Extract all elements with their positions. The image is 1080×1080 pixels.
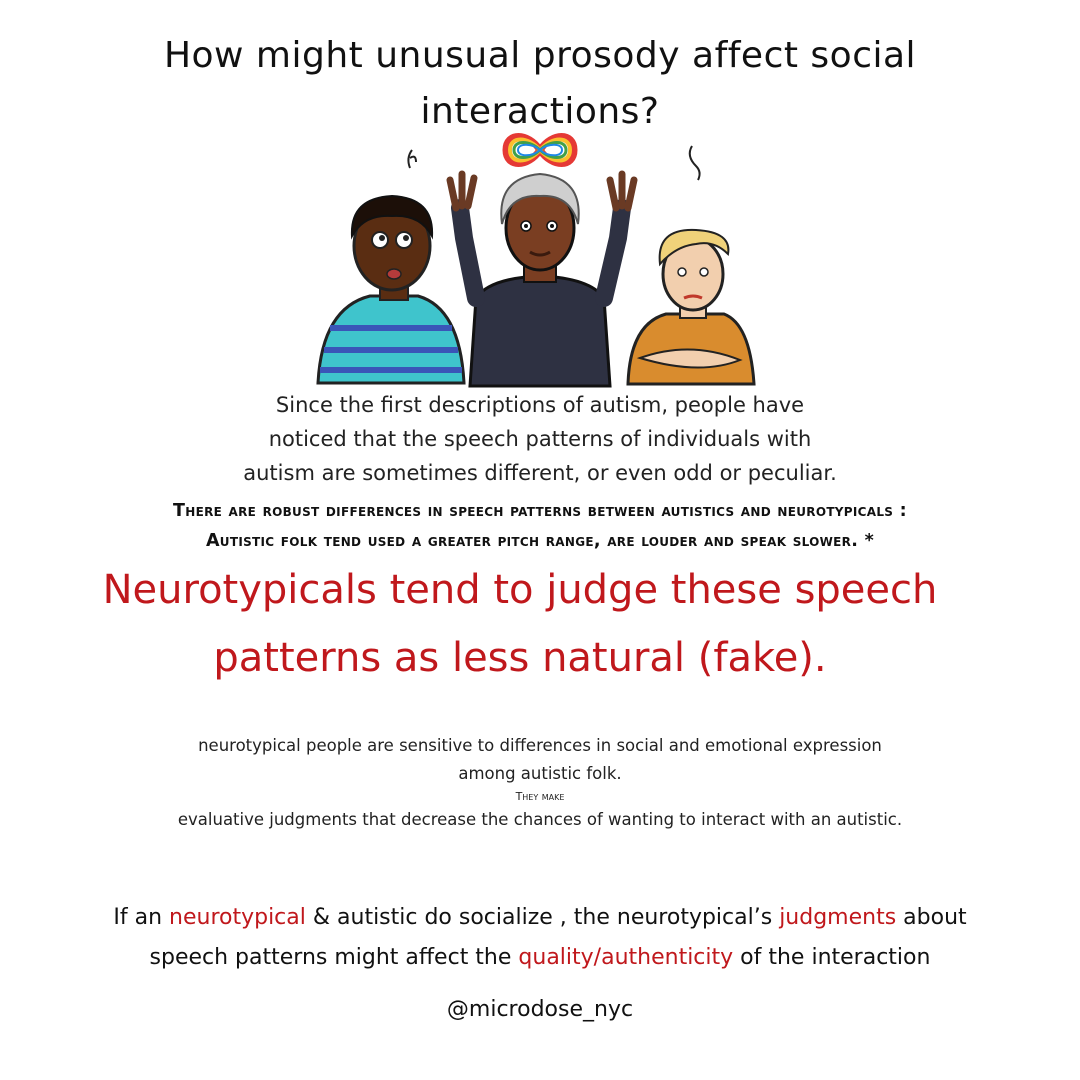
sensitive-line-4: evaluative judgments that decrease the chances of wanting to interact with an autistic. — [177, 810, 903, 829]
intro-line-2: noticed that the speech patterns of individuals with — [268, 427, 812, 451]
robust-differences-paragraph — [40, 496, 1040, 556]
sensitive-line-2: among autistic folk. — [458, 764, 622, 783]
title-line-2: interactions? — [420, 91, 660, 132]
person-center — [450, 174, 634, 386]
intro-line-1: Since the first descriptions of autism, people have — [275, 393, 805, 417]
sensitive-line-3: They make — [515, 790, 565, 803]
conclusion-line-1 — [40, 898, 1040, 938]
conclusion-paragraph — [40, 898, 1040, 978]
conclusion-text-2: & autistic do socialize , the neurotypical’s — [305, 905, 780, 930]
robust-line-1: There are robust differences in speech patterns between autistics and neurotypicals : — [173, 501, 907, 521]
intro-line-3: autism are sometimes different, or even odd or peculiar. — [243, 461, 837, 485]
sensitive-line-1: neurotypical people are sensitive to differences in social and emotional expression — [198, 736, 882, 755]
judgment-headline — [60, 556, 980, 692]
people-illustration — [300, 128, 780, 388]
neurotypical-highlight: neurotypical — [169, 905, 306, 930]
title-line-1: How might unusual prosody affect social — [163, 35, 917, 76]
person-left — [318, 196, 464, 383]
judge-line-1: Neurotypicals tend to judge these speech — [102, 567, 938, 613]
squiggle-left — [408, 150, 416, 168]
social-handle: @microdose_nyc — [446, 997, 634, 1022]
conclusion-line-2 — [40, 938, 1040, 978]
quality-highlight: quality/authenticity — [518, 945, 734, 970]
person-right — [628, 230, 754, 384]
conclusion-text-3: about — [896, 905, 967, 930]
squiggle-right — [690, 146, 700, 180]
rainbow-infinity-icon — [506, 137, 574, 164]
conclusion-text-4: speech patterns might affect the — [149, 945, 519, 970]
page-title — [140, 28, 940, 140]
judge-line-2: patterns as less natural (fake). — [213, 635, 827, 681]
judgments-highlight: judgments — [779, 905, 897, 930]
robust-line-2: Autistic folk tend used a greater pitch range, are louder and speak slower. * — [205, 531, 875, 551]
conclusion-text-5: of the interaction — [733, 945, 931, 970]
intro-paragraph — [150, 388, 930, 490]
conclusion-text-1: If an — [113, 905, 170, 930]
sensitivity-paragraph — [100, 732, 980, 834]
